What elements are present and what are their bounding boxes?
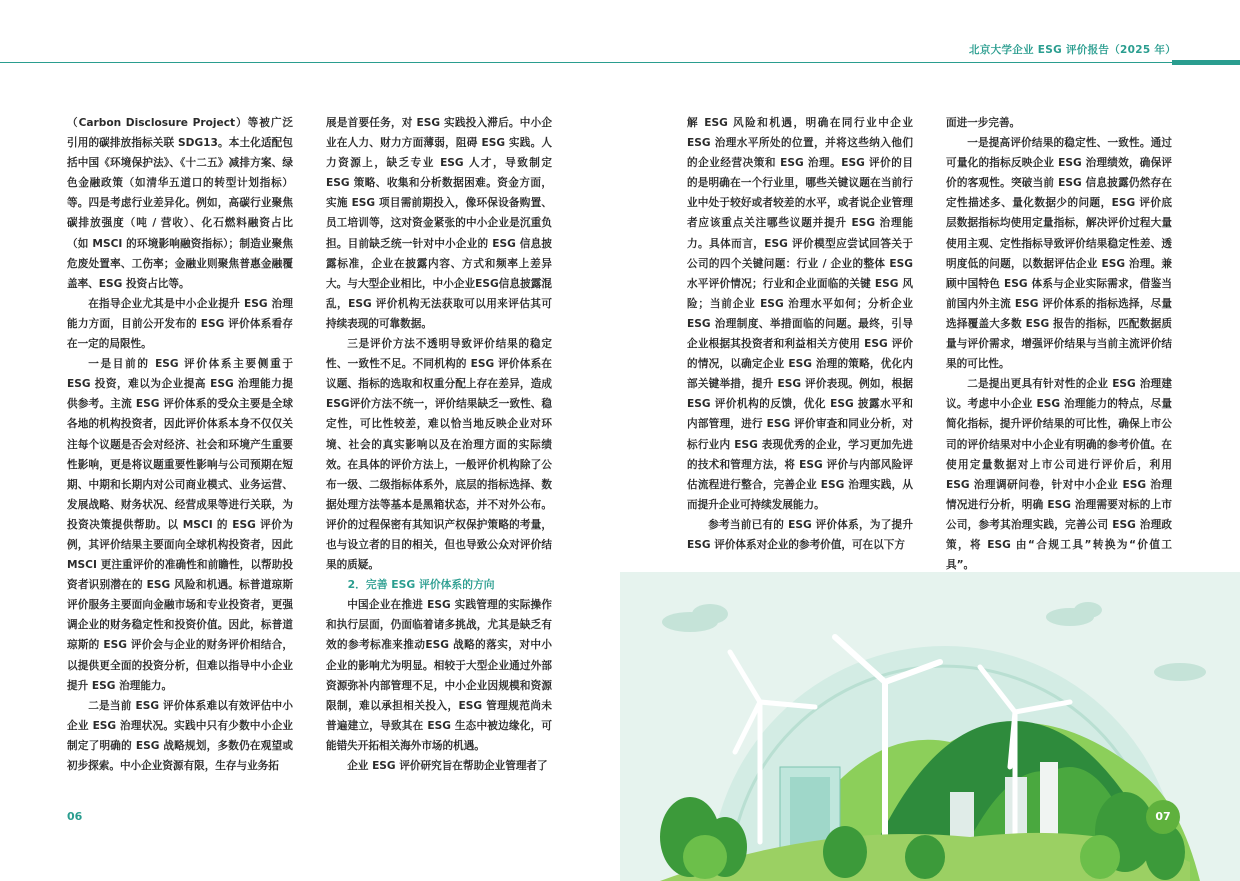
header-rule [0,62,1172,63]
paragraph: 二是提出更具有针对性的企业 ESG 治理建议。考虑中小企业 ESG 治理能力的特点，尽量简化指标，提升评价结果的可比性，确保上市公司的评价结果对中小企业有明确的参考价值。在使用定量数据对上市公司进行评价后，利用 ESG 治理调研问卷，针对中小企业 ESG 治理情况进行分析，明确 ESG 治理需要对标的上市公司，参考其治理实践，完善公司 ESG 治理政策，将 ESG 由“合规工具”转换为“价值工具”。 [946,378,1172,572]
page-number-left: 06 [67,810,83,823]
page-number-right: 07 [1146,800,1180,834]
wind-turbine-landscape-illustration [620,572,1240,881]
text-column-3 [687,113,913,555]
paragraph: 参考当前已有的 ESG 评价体系，为了提升ESG 评价体系对企业的参考价值，可在以下方 [687,518,913,551]
report-header-title: 北京大学企业 ESG 评价报告（2025 年） [969,44,1176,56]
paragraph: 一是提高评价结果的稳定性、一致性。通过可量化的指标反映企业 ESG 治理绩效，确保评价的客观性。突破当前 ESG 信息披露仍然存在定性描述多、量化数据少的问题，ESG 评价底层数据指标均使用定量指标，解决评价过程大量使用主观、定性指标导致评价结果稳定性差、透明度低的问题，以数据评估企业 ESG 治理。兼顾中国特色 ESG 体系与企业实际需求，借鉴当前国内外主流 ESG 评价体系的指标选择，尽量选择覆盖大多数 ESG 报告的指标，匹配数据质量与评价需求，增强评价结果与当前主流评价结果的可比性。 [946,137,1172,371]
text-column-4 [946,113,1172,575]
text-column-1 [67,113,293,776]
paragraph: 企业 ESG 评价研究旨在帮助企业管理者了 [347,760,548,772]
header-accent-bar [1172,60,1240,65]
paragraph: 面进一步完善。 [946,117,1021,129]
paragraph: 展是首要任务，对 ESG 实践投入滞后。中小企业在人力、财力方面薄弱，阻碍 ESG 实践。人力资源上，缺乏专业 ESG 人才，导致制定 ESG 策略、收集和分析数据困难。资金方面，实施 ESG 项目需前期投入，像环保设备购置、员工培训等，这对资金紧张的中小企业是沉重负担。目前缺乏统一针对中小企业的 ESG 信息披露标准，企业在披露内容、方式和频率上差异大。与大型企业相比，中小企业ESG信息披露混乱，ESG 评价机构无法获取可以用来评估其可持续表现的可靠数据。 [326,117,552,330]
paragraph: （Carbon Disclosure Project）等被广泛引用的碳排放指标关联 SDG13。本土化适配包括中国《环境保护法》、《十二五》减排方案、绿色金融政策（如清华五道口的转型计划指标）等。四是考虑行业差异化。例如，高碳行业聚焦碳排放强度（吨 / 营收）、化石燃料融资占比（如 MSCI 的环境影响融资指标）；制造业聚焦危废处置率、工伤率；金融业则聚焦普惠金融覆盖率、ESG 投资占比等。 [67,117,293,290]
paragraph: 解 ESG 风险和机遇，明确在同行业中企业 ESG 治理水平所处的位置，并将这些纳入他们的企业经营决策和 ESG 治理。ESG 评价的目的是明确在一个行业里，哪些关键议题在当前行业中处于较好或者较差的水平，或者说企业管理者应该重点关注哪些议题并提升 ESG 治理能力。具体而言，ESG 评价模型应尝试回答关于公司的四个关键问题：行业 / 企业的整体 ESG 水平评价情况；行业和企业面临的关键 ESG 风险；当前企业 ESG 治理水平如何；分析企业 ESG 治理制度、举措面临的问题。最终，引导企业根据其投资者和利益相关方使用 ESG 评价的情况，以确定企业 ESG 治理的策略，优化内部关键举措，提升 ESG 评价表现。例如，根据 ESG 评价机构的反馈，优化 ESG 披露水平和内部管理，进行 ESG 评价审查和同业分析，对标行业内 ESG 表现优秀的企业，学习更加先进的技术和管理方法，将 ESG 评价与内部风险评估流程进行整合，完善企业 ESG 治理实践，从而提升企业可持续发展能力。 [687,117,913,511]
paragraph: 一是目前的 ESG 评价体系主要侧重于 ESG 投资，难以为企业提高 ESG 治理能力提供参考。主流 ESG 评价体系的受众主要是全球各地的机构投资者，因此评价体系本身不仅仅关注每个议题是否会对经济、社会和环境产生重要性影响，更是将议题重要性影响与公司预期在短期、中期和长期内对公司商业模式、业务运营、发展战略、财务状况、经营成果等进行关联，为投资决策提供帮助。以 MSCI 的 ESG 评价为例，其评价结果主要面向全球机构投资者，因此 MSCI 更注重评价的准确性和前瞻性，以帮助投资者识别潜在的 ESG 风险和机遇。标普道琼斯评价服务主要面向金融市场和专业投资者，更强调企业的财务稳定性和投资价值。因此，标普道琼斯的 ESG 评价会与企业的财务评价相结合，以提供更全面的投资分析，但难以指导中小企业提升 ESG 治理能力。 [67,358,293,692]
paragraph: 三是评价方法不透明导致评价结果的稳定性、一致性不足。不同机构的 ESG 评价体系在议题、指标的选取和权重分配上存在差异，造成ESG评价方法不统一，评价结果缺乏一致性、稳定性，可比性较差，难以恰当地反映企业对环境、社会的真实影响以及在治理方面的实际绩效。在具体的评价方法上，一般评价机构除了公布一级、二级指标体系外，底层的指标选择、数据处理方法等基本是黑箱状态，并不对外公布。评价的过程保密有其知识产权保护策略的考量，也与设立者的目的相关，但也导致公众对评价结果的质疑。 [326,338,552,572]
paragraph: 在指导企业尤其是中小企业提升 ESG 治理能力方面，目前公开发布的 ESG 评价体系看存在一定的局限性。 [67,297,293,351]
text-column-2 [326,113,552,776]
paragraph: 二是当前 ESG 评价体系难以有效评估中小企业 ESG 治理状况。实践中只有少数中小企业制定了明确的 ESG 战略规划，多数仍在观望或初步探索。中小企业资源有限，生存与业务拓 [67,699,293,772]
section-heading: 2．完善 ESG 评价体系的方向 [347,578,495,592]
paragraph: 中国企业在推进 ESG 实践管理的实际操作和执行层面，仍面临着诸多挑战，尤其是缺乏有效的参考标准来推动ESG 战略的落实，对中小企业的影响尤为明显。相较于大型企业通过外部资源弥补内部管理不足，中小企业因规模和资源限制，难以承担相关投入，ESG 管理规范尚未普遍建立，导致其在 ESG 生态中被边缘化，可能错失开拓相关海外市场的机遇。 [326,599,552,752]
